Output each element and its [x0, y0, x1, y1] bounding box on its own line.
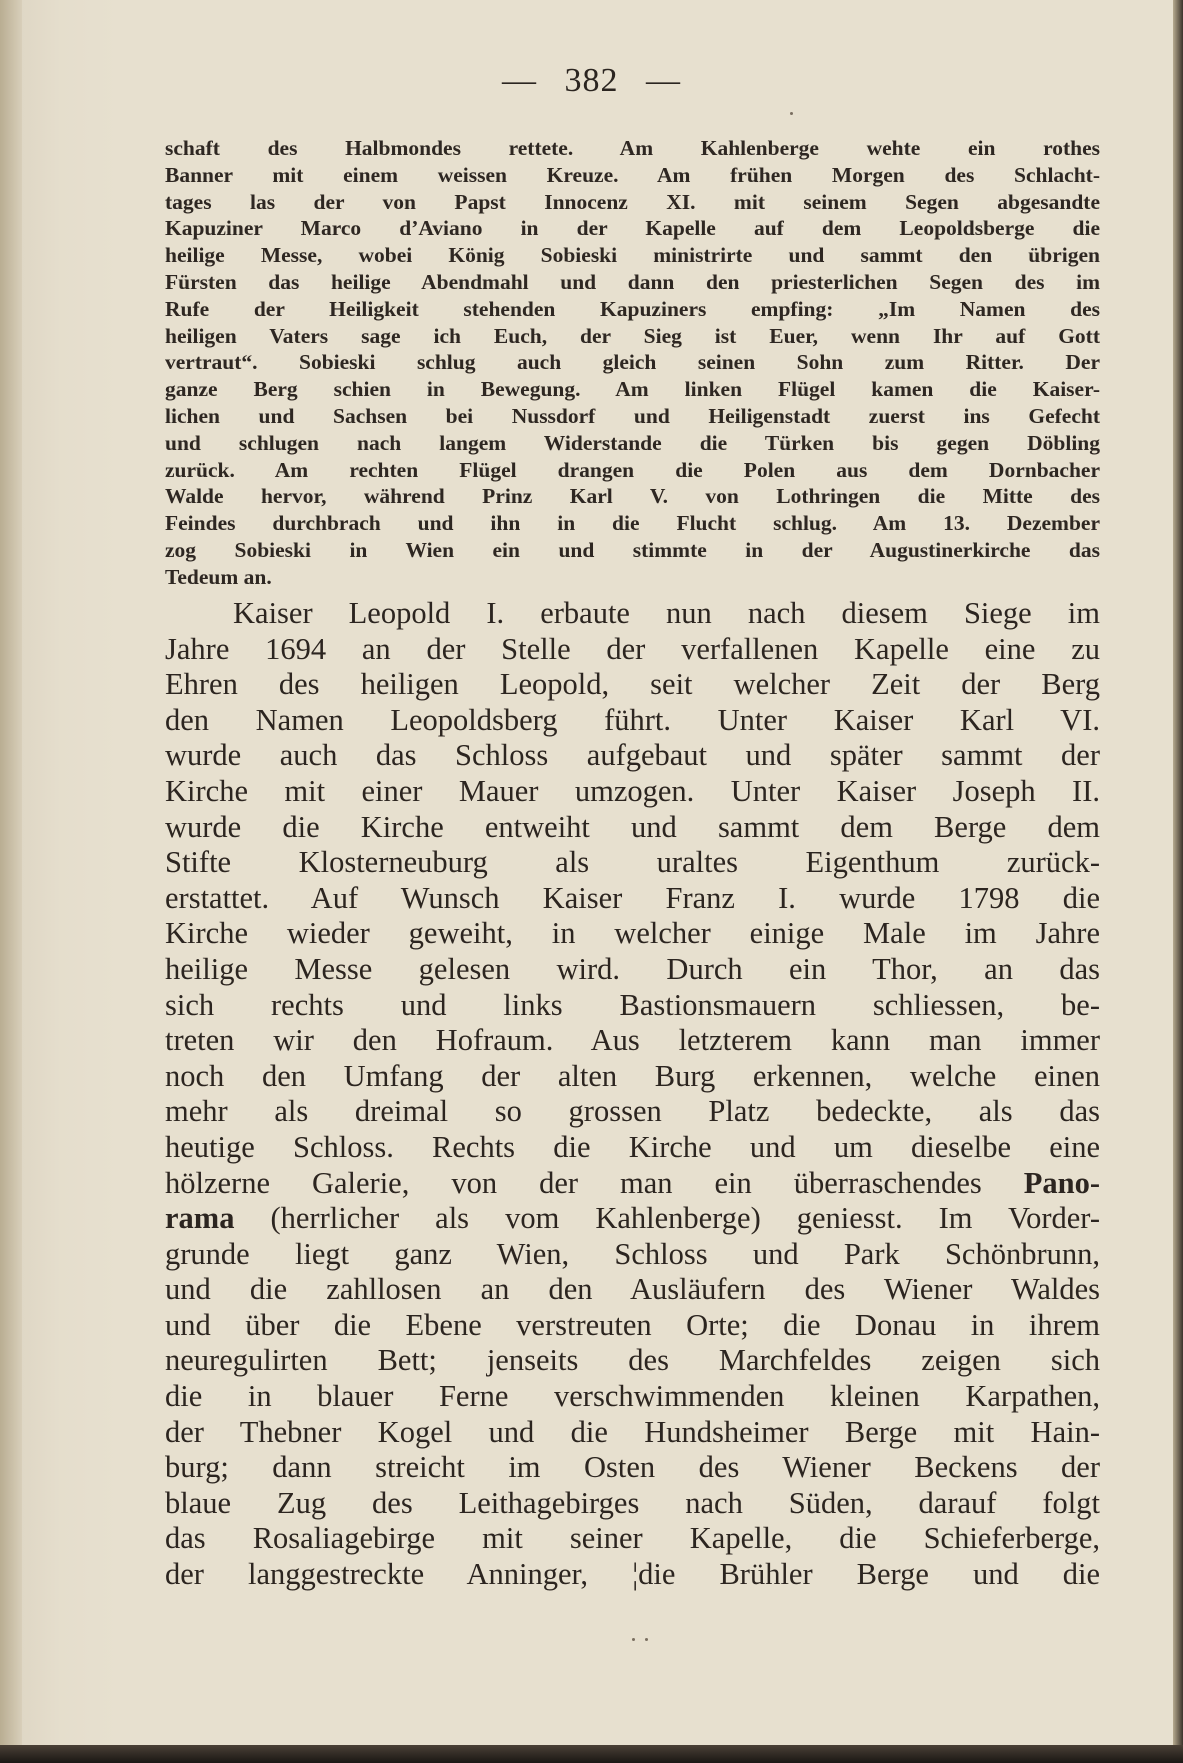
text-line	[165, 1166, 1100, 1202]
text-line: der langgestreckte Anninger, ¦die Brühler Berge und die	[165, 1557, 1100, 1592]
text-line: zog Sobieski in Wien ein und stimmte in der Augustinerkirche das	[165, 537, 1100, 562]
text-line: den Namen Leopoldsberg führt. Unter Kaiser Karl VI.	[165, 702, 1100, 737]
text-line: blaue Zug des Leithagebirges nach Süden, darauf folgt	[165, 1485, 1100, 1520]
binding-shadow	[0, 0, 22, 1745]
text-line: wurde die Kirche entweiht und sammt dem Berge dem	[165, 809, 1100, 844]
text-line: mehr als dreimal so grossen Platz bedeckte, als das	[165, 1094, 1100, 1129]
text-line: burg; dann streicht im Osten des Wiener Beckens der	[165, 1450, 1100, 1485]
text-line: Ehren des heiligen Leopold, seit welcher Zeit der Berg	[165, 667, 1100, 702]
text-line: Kirche mit einer Mauer umzogen. Unter Kaiser Joseph II.	[165, 773, 1100, 808]
text-line: das Rosaliagebirge mit seiner Kapelle, die Schieferberge,	[165, 1521, 1100, 1556]
text-line: Stifte Klosterneuburg als uraltes Eigenthum zurück-	[165, 845, 1100, 880]
page-bottom-edge	[0, 1745, 1183, 1763]
main-paragraph	[165, 596, 1100, 1593]
text-line: tages las der von Papst Innocenz XI. mit seinem Segen abgesandte	[165, 189, 1100, 214]
text-line: Kirche wieder geweiht, in welcher einige Male im Jahre	[165, 916, 1100, 951]
text-line: Feindes durchbrach und ihn in die Flucht schlug. Am 13. Dezember	[165, 511, 1100, 536]
header-dash-right: —	[646, 62, 681, 99]
text-line: lichen und Sachsen bei Nussdorf und Heiligenstadt zuerst ins Gefecht	[165, 403, 1100, 428]
text-line: heilige Messe gelesen wird. Durch ein Thor, an das	[165, 951, 1100, 986]
text-line: Banner mit einem weissen Kreuze. Am frühen Morgen des Schlacht-	[165, 162, 1100, 187]
paper-speck	[790, 112, 793, 115]
bold-term-panorama-end: rama	[165, 1201, 235, 1236]
text-line: schaft des Halbmondes rettete. Am Kahlenberge wehte ein rothes	[165, 136, 1100, 160]
text-line: ganze Berg schien in Bewegung. Am linken Flügel kamen die Kaiser-	[165, 377, 1100, 402]
text-line	[165, 1201, 1100, 1237]
bold-term-panorama: Pano-	[1023, 1165, 1100, 1200]
text-line: Fürsten das heilige Abendmahl und dann den priesterlichen Segen des im	[165, 269, 1100, 294]
text-line: die in blauer Ferne verschwimmenden kleinen Karpathen,	[165, 1379, 1100, 1414]
text-line: und schlugen nach langem Widerstande die Türken bis gegen Döbling	[165, 430, 1100, 455]
text-line: treten wir den Hofraum. Aus letzterem kann man immer	[165, 1023, 1100, 1058]
text-line: und über die Ebene verstreuten Orte; die Donau in ihrem	[165, 1307, 1100, 1342]
text-line: sich rechts und links Bastionsmauern schliessen, be-	[165, 987, 1100, 1022]
text-line: zurück. Am rechten Flügel drangen die Polen aus dem Dornbacher	[165, 457, 1100, 482]
page-number: 382	[564, 62, 619, 99]
text-line: Jahre 1694 an der Stelle der verfallenen Kapelle eine zu	[165, 631, 1100, 666]
text-line: Tedeum an.	[165, 564, 272, 589]
text-line: und die zahllosen an den Ausläufern des Wiener Waldes	[165, 1272, 1100, 1307]
text-line: grunde liegt ganz Wien, Schloss und Park Schönbrunn,	[165, 1236, 1100, 1271]
text-line: der Thebner Kogel und die Hundsheimer Berge mit Hain-	[165, 1414, 1100, 1449]
text-line: noch den Umfang der alten Burg erkennen, welche einen	[165, 1058, 1100, 1093]
header-dash-left: —	[502, 62, 537, 99]
text-fragment: hölzerne Galerie, von der man ein überraschendes	[165, 1165, 982, 1200]
small-print-paragraph	[165, 135, 1100, 591]
text-line: erstattet. Auf Wunsch Kaiser Franz I. wurde 1798 die	[165, 880, 1100, 915]
text-line: neuregulirten Bett; jenseits des Marchfeldes zeigen sich	[165, 1343, 1100, 1378]
page-header	[0, 62, 1183, 100]
paper-speck	[645, 1638, 648, 1641]
text-line: heiligen Vaters sage ich Euch, der Sieg ist Euer, wenn Ihr auf Gott	[165, 323, 1100, 348]
text-line: Kaiser Leopold I. erbaute nun nach diesem Siege im	[233, 596, 1100, 630]
text-line: Kapuziner Marco d’Aviano in der Kapelle auf dem Leopoldsberge die	[165, 216, 1100, 241]
text-fragment: (herrlicher als vom Kahlenberge) geniesst. Im Vorder-	[234, 1201, 1100, 1236]
text-line: Rufe der Heiligkeit stehenden Kapuziners empfing: „Im Namen des	[165, 296, 1100, 321]
text-line: Walde hervor, während Prinz Karl V. von Lothringen die Mitte des	[165, 484, 1100, 509]
text-line: heilige Messe, wobei König Sobieski ministrirte und sammt den übrigen	[165, 243, 1100, 268]
paper-speck	[632, 1638, 635, 1641]
text-line: vertraut“. Sobieski schlug auch gleich seinen Sohn zum Ritter. Der	[165, 350, 1100, 375]
text-line: heutige Schloss. Rechts die Kirche und um dieselbe eine	[165, 1129, 1100, 1164]
page-right-edge	[1173, 0, 1183, 1763]
text-line: wurde auch das Schloss aufgebaut und später sammt der	[165, 738, 1100, 773]
